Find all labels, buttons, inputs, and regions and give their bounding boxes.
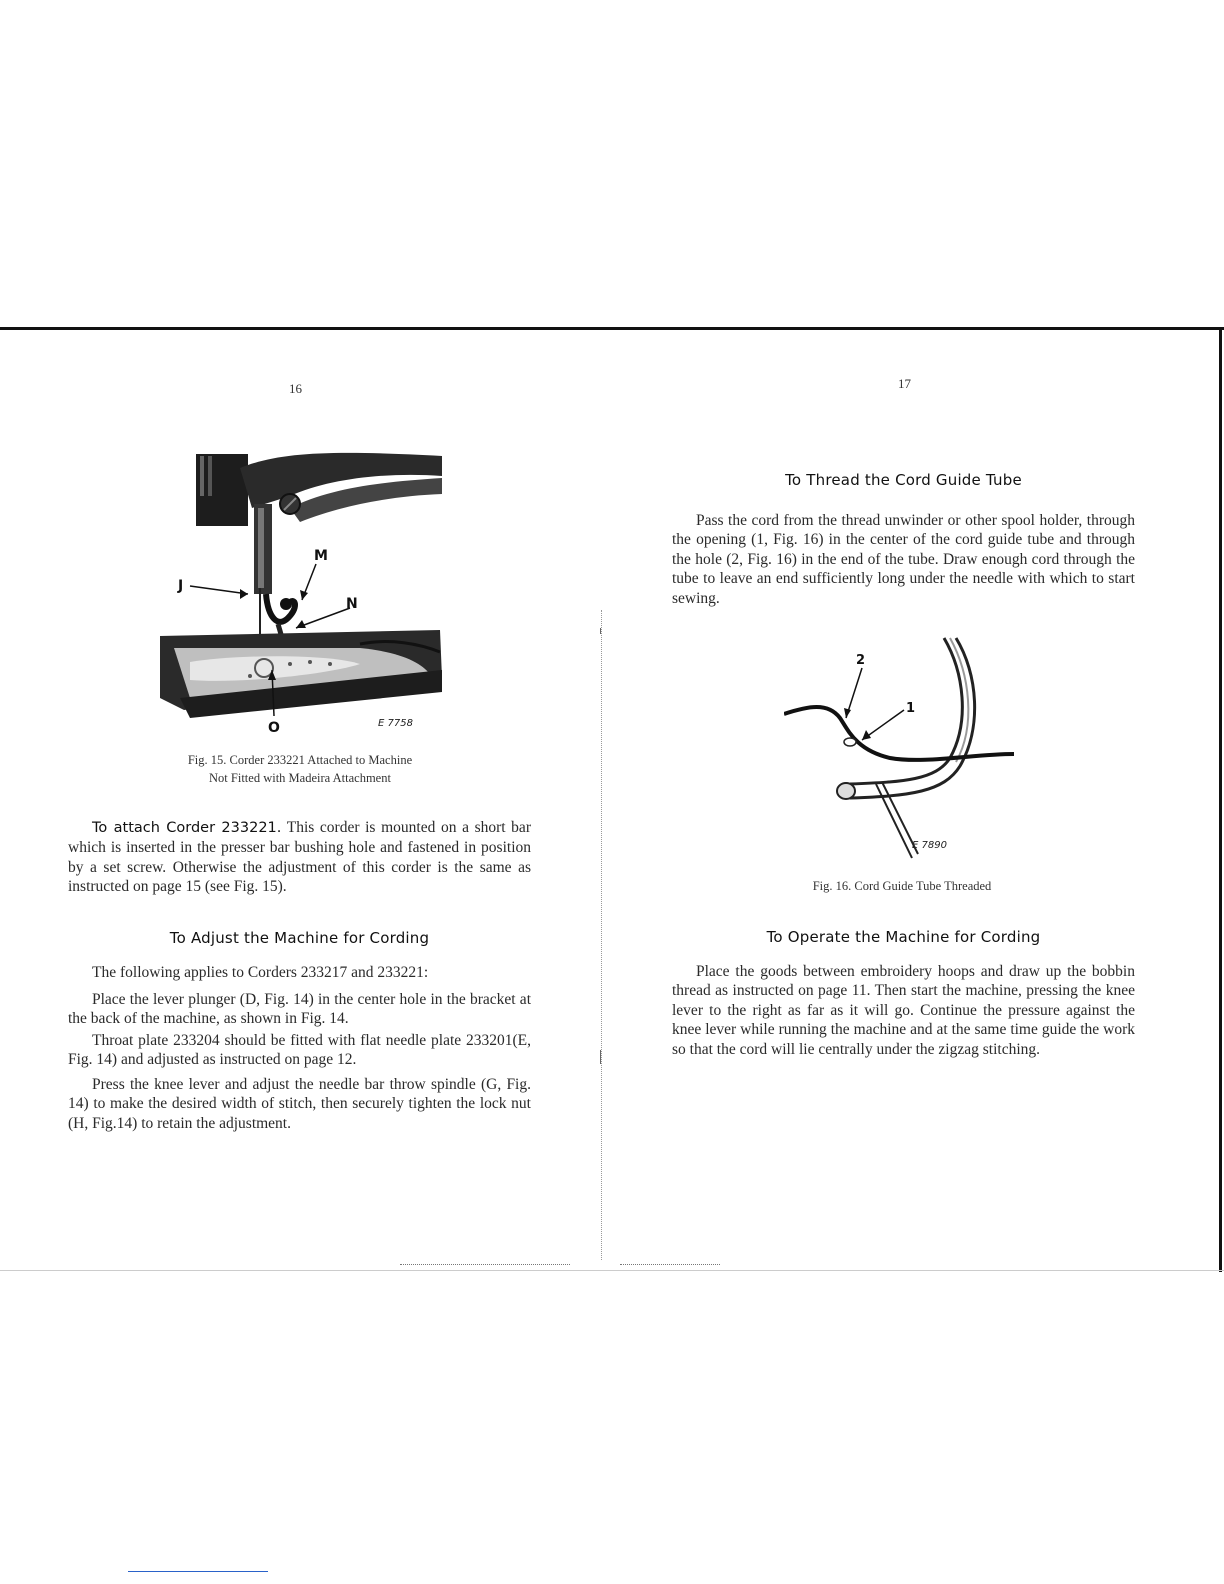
figure-code: E 7890 <box>912 840 947 851</box>
thread-tube-heading: To Thread the Cord Guide Tube <box>785 471 1022 489</box>
scan-artifact <box>600 628 601 634</box>
figure-15-caption <box>150 751 450 787</box>
adjust-paragraph-4: Press the knee lever and adjust the needle bar throw spindle (G, Fig. 14) to make the desired width of stitch, then securely tighten the lock nut (H, Fig.14) to retain the adjustment. <box>68 1076 531 1132</box>
caption-line: Fig. 15. Corder 233221 Attached to Machine <box>187 753 413 767</box>
label-j: J <box>178 578 184 594</box>
attach-corder-lead: To attach Corder 233221. <box>92 820 282 836</box>
cord-guide-tube-illustration <box>784 632 1024 862</box>
figure-15 <box>160 448 450 738</box>
scan-artifact <box>620 1264 720 1267</box>
corder-machine-illustration <box>160 448 450 738</box>
scan-artifact <box>600 1050 601 1064</box>
figure-code: E 7758 <box>378 718 413 729</box>
label-1: 1 <box>906 701 916 716</box>
page-spread-right-border <box>1219 327 1222 1272</box>
label-m: M <box>314 548 328 564</box>
operate-machine-heading: To Operate the Machine for Cording <box>766 928 1041 946</box>
adjust-machine-heading: To Adjust the Machine for Cording <box>169 929 430 947</box>
adjust-paragraph-2: Place the lever plunger (D, Fig. 14) in the center hole in the bracket at the back of the machine, as shown in Fig. 14. <box>68 991 531 1028</box>
page-gutter <box>601 610 603 1260</box>
thread-tube-paragraph: Pass the cord from the thread unwinder or other spool holder, through the opening (1, Fig. 16) in the center of the cord guide tube and through the hole (2, Fig. 16) in the end of the tube. Draw enough cord through the tube to leave an end sufficiently long under the needle with which to start sewing. <box>672 512 1135 607</box>
label-n: N <box>346 596 358 612</box>
link-underline <box>128 1571 268 1572</box>
page-spread-bottom-edge <box>0 1270 1224 1271</box>
attach-corder-paragraph <box>68 818 531 897</box>
caption-line: Not Fitted with Madeira Attachment <box>209 771 391 785</box>
adjust-paragraph-1: The following applies to Corders 233217 and 233221: <box>92 964 429 981</box>
label-o: O <box>268 720 280 736</box>
adjust-paragraph-3: Throat plate 233204 should be fitted with flat needle plate 233201(E, Fig. 14) and adjusted as instructed on page 12. <box>68 1032 531 1069</box>
page-number-right: 17 <box>898 376 911 391</box>
figure-16 <box>784 632 1024 862</box>
label-2: 2 <box>856 653 866 668</box>
figure-16-caption: Fig. 16. Cord Guide Tube Threaded <box>812 879 992 893</box>
attach-corder-text: This corder is mounted on a short bar which is inserted in the presser bar bushing hole and fastened in position by a set screw. Otherwise the adjustment of this corder is the same as instructed on page 15 (see Fig. 15). <box>68 819 531 896</box>
operate-machine-paragraph: Place the goods between embroidery hoops and draw up the bobbin thread as instructed on page 11. Then start the machine, pressing the knee lever to the right as far as it will go. Continue the pressure against the knee lever while running the machine and at the same time guide the work so that the cord will lie centrally under the zigzag stitching. <box>672 963 1135 1058</box>
page-spread-top-border <box>0 327 1224 330</box>
page-number-left: 16 <box>289 381 302 396</box>
scan-artifact <box>400 1264 570 1267</box>
